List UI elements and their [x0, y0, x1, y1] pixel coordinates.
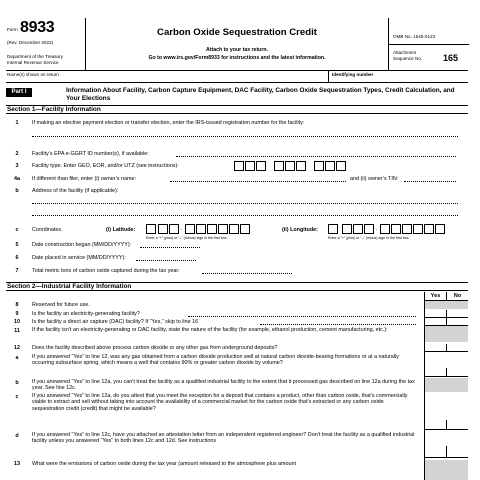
longitude-digit-box[interactable]: [353, 224, 363, 234]
line-2-text: Facility’s EPA e-GGRT ID number(s), if available:: [32, 151, 149, 157]
form-id-block: [6, 18, 86, 71]
facility-type-box[interactable]: [256, 161, 266, 171]
yes-header: Yes: [424, 292, 446, 300]
omb-number: OMB No. 1545-0123: [393, 34, 436, 39]
no-header: No: [446, 292, 468, 300]
address-input-2[interactable]: [32, 215, 458, 216]
latitude-decimal-box[interactable]: [207, 224, 217, 234]
shaded-cell: [424, 378, 468, 392]
line-12a-yes-box[interactable]: [424, 368, 446, 377]
facility-type-box[interactable]: [314, 161, 324, 171]
attachment-sequence-label: [393, 50, 422, 62]
line-number: c: [15, 394, 19, 400]
line-number: b: [15, 188, 19, 194]
line-12-no-box[interactable]: [446, 344, 468, 352]
section-2-header: Section 2—Industrial Facility Information: [6, 282, 468, 291]
line-number: c: [15, 227, 19, 233]
revision-date: (Rev. December 2023): [7, 40, 54, 45]
line-12c-yes-box[interactable]: [424, 420, 446, 430]
longitude-decimal-box[interactable]: [402, 224, 412, 234]
section-1-header: Section 1—Facility Information: [6, 105, 468, 114]
longitude-decimal-box[interactable]: [424, 224, 434, 234]
longitude-sign-box[interactable]: [328, 224, 338, 234]
latitude-decimal-box[interactable]: [196, 224, 206, 234]
line-number: 7: [15, 268, 19, 274]
line-6-text: Date placed in service (MM/DD/YYYY):: [32, 255, 126, 261]
line-5-text: Date construction began (MM/DD/YYYY):: [32, 242, 132, 248]
form-header: [6, 18, 468, 71]
form-title: Carbon Oxide Sequestration Credit: [157, 27, 317, 38]
line-number: 2: [15, 151, 19, 157]
facility-type-box[interactable]: [325, 161, 335, 171]
form-page: Form 8933 (Rev. December 2023) Department of the Treasury Internal Revenue Service Carbon Oxide Sequestration Credit Attach to your tax return. Go to www.irs.gov/Form8933 for instructions and the latest information. OMB No. 1545-0123 Attachment Sequence No. 165 Name(s) shown on return Identifying number Part I Information About Facility, Carbon Capture Equipment, DAC Facility, Carbon Oxide Sequestration Types, Credit Calculation, and Your Elections Section 1—Facility Information 1 If making an elective payment election or transfer election, enter the IRS-issued registration number for the facility: 2 Facility’s EPA e-GGRT ID number(s), if available: 3 Facility type. Enter GEO, EOR, and/or UTZ (see instructions): 4a If different than filer, enter (i) owner’s name: and (ii) owner’s TIN: b Address of the facility (if applicable): c Coordinates. (i) Latitude: . Enter a “+” (plus) or “–” (minus) sign in the first box. (ii) Longitude: . Enter a “+” (plus) or “–” (minus) sign in the first box. 5 Date construction began (MM/DD/YYYY): 6 Date placed in service (MM/DD/YYYY): 7 Total metric tons of carbon oxide captured during the tax year: Section 2—Industrial Facility Information Yes No 8 Reserved for future use. 9 Is the facility an electricity-generating facility? 10 Is the facility a direct air capture (DAC) facility? If “Yes,” skip to line 16 11 If the facility isn’t an electricity-generating or DAC facility, state the nature of the facility (for example, ethanol production, cement manufacturing, etc.): 12 Does the facility described above process carbon dioxide or any other gas from underground deposits? a If you answered “Yes” to line 12, was any gas obtained from a carbon dioxide production well at natural carbon dioxide-bearing formations or at a naturally occurring subsurface spring, which means a well that contains 90% or greater carbon dioxide by volume? b If you answered “Yes” to line 12a, you can’t treat the facility as a qualified industrial facility to the extent that it processed gas described on line 12a during the tax year. See line 12c. c If you answered “Yes” to line 12a, do you attest that you meet the exception for a deposit that contains a product, other than carbon oxide, that’s commercially viable to extract and sell without taking into account the availability of a commercial market for the carbon oxide that’s extracted or any carbon oxide sequestration credit (credit) that might be available? d If you answered “Yes” to line 12c, have you attached an attestation letter from an independent registered engineer? Don’t treat the facility as a qualified industrial facility unless you answered “Yes” to both lines 12c and 12d. See instructions 13 What were the emissions of carbon oxide during the tax year (amount released to the atmosphere plus amount: [6, 18, 468, 480]
leader-dots: [188, 316, 416, 317]
latitude-decimal-box[interactable]: [218, 224, 228, 234]
facility-type-box[interactable]: [245, 161, 255, 171]
instructions-link[interactable]: Go to www.irs.gov/Form8933 for instructions and the latest information.: [148, 55, 326, 61]
identifying-number-field[interactable]: [328, 71, 468, 83]
longitude-decimal-box[interactable]: [391, 224, 401, 234]
agency: Internal Revenue Service: [7, 59, 59, 65]
facility-type-box[interactable]: [234, 161, 244, 171]
line-11-text: If the facility isn’t an electricity-generating or DAC facility, state the nature of the facility (for example, ethanol production, cement manufacturing, etc.):: [32, 327, 388, 333]
construction-date-input[interactable]: [140, 247, 200, 248]
longitude-label: (ii) Longitude:: [282, 227, 318, 233]
longitude-decimal-box[interactable]: [413, 224, 423, 234]
latitude-decimal-box[interactable]: [185, 224, 195, 234]
longitude-hint: Enter a “+” (plus) or “–” (minus) sign in the first box.: [328, 236, 410, 240]
owner-tin-input[interactable]: [404, 181, 456, 182]
line-10-text: Is the facility a direct air capture (DAC) facility? If “Yes,” skip to line 16: [32, 319, 199, 325]
address-input-1[interactable]: [32, 203, 458, 204]
sequence-number: 165: [443, 53, 459, 63]
line-12-text: Does the facility described above process carbon dioxide or any other gas from underground deposits?: [32, 345, 278, 351]
part-1-title: Information About Facility, Carbon Capture Equipment, DAC Facility, Carbon Oxide Sequestration Types, Credit Calculation, and Your Elections: [66, 87, 455, 102]
omb-block: [388, 18, 468, 71]
line-number: a: [15, 355, 19, 361]
line-12b-text: If you answered “Yes” to line 12a, you can’t treat the facility as a qualified industrial facility to the extent that it processed gas described on line 12a during the tax year. See line 12c.: [32, 379, 415, 392]
leader-dots: [260, 324, 416, 325]
latitude-sign-box[interactable]: [146, 224, 156, 234]
line-9-yes-box[interactable]: [424, 310, 446, 318]
line-12a-text: If you answered “Yes” to line 12, was any gas obtained from a carbon dioxide production well at natural carbon dioxide-bearing formations or at a naturally occurring subsurface spring, which means a well that contains 90% or greater carbon dioxide by volume?: [32, 354, 399, 367]
line-1-input[interactable]: [32, 136, 458, 137]
latitude-hint: Enter a “+” (plus) or “–” (minus) sign in the first box.: [146, 236, 228, 240]
attachment-label: Attachment: [393, 50, 417, 55]
line-12c-no-box[interactable]: [446, 420, 468, 430]
facility-type-box[interactable]: [285, 161, 295, 171]
part-1-badge: Part I: [6, 88, 32, 97]
latitude-label: (i) Latitude:: [106, 227, 136, 233]
shaded-cell: [424, 301, 468, 309]
coordinates-label: Coordinates.: [32, 227, 63, 233]
shaded-cell: [424, 326, 468, 342]
identifying-number-label: Identifying number: [332, 72, 374, 77]
line-10-no-box[interactable]: [446, 318, 468, 326]
line-9-no-box[interactable]: [446, 310, 468, 318]
longitude-decimal-box[interactable]: [435, 224, 445, 234]
line-4b-text: Address of the facility (if applicable):: [32, 188, 119, 194]
line-1-text: If making an elective payment election or transfer election, enter the IRS-issued registration number for the facility:: [32, 120, 305, 126]
line-number: 11: [14, 328, 20, 334]
line-number: 1: [15, 120, 19, 126]
line-12a-no-box[interactable]: [446, 368, 468, 377]
line-7-text: Total metric tons of carbon oxide captured during the tax year:: [32, 268, 180, 274]
title-block: [86, 18, 388, 71]
longitude-digit-box[interactable]: [364, 224, 374, 234]
line-number: d: [15, 433, 19, 439]
line-9-text: Is the facility an electricity-generating facility?: [32, 311, 140, 317]
line-number: 9: [15, 311, 19, 317]
facility-type-box[interactable]: [336, 161, 346, 171]
facility-type-box[interactable]: [296, 161, 306, 171]
department-block: [7, 54, 87, 66]
shaded-cell: [424, 460, 468, 480]
line-12c-text: If you answered “Yes” to line 12a, do you attest that you meet the exception for a deposit that contains a product, other than carbon oxide, that’s commercially viable to extract and sell without taking into account the availability of a commercial market for the carbon oxide that’s extracted or any carbon oxide sequestration credit (credit) that might be available?: [32, 393, 408, 412]
line-number: 5: [15, 242, 19, 248]
line-number: 12: [14, 345, 20, 351]
line-3-text: Facility type. Enter GEO, EOR, and/or UTZ (see instructions):: [32, 163, 179, 169]
facility-type-box[interactable]: [274, 161, 284, 171]
line-number: 13: [14, 461, 20, 467]
longitude-digit-box[interactable]: [342, 224, 352, 234]
latitude-digit-box[interactable]: [169, 224, 179, 234]
form-word: Form: [7, 27, 18, 32]
line-number: 4a: [14, 176, 20, 182]
line-13-text: What were the emissions of carbon oxide during the tax year (amount released to the atmosphere plus amount: [32, 461, 296, 467]
omb-divider: [389, 44, 469, 45]
line-number: 6: [15, 255, 19, 261]
attach-note: Attach to your tax return.: [206, 47, 268, 53]
name-label: Name(s) shown on return: [7, 72, 59, 77]
line-12-yes-box[interactable]: [424, 344, 446, 352]
line-2-input[interactable]: [176, 156, 456, 157]
metric-tons-input[interactable]: [202, 273, 292, 274]
latitude-decimal-box[interactable]: [240, 224, 250, 234]
latitude-digit-box[interactable]: [158, 224, 168, 234]
part-1-header: [6, 88, 468, 105]
line-4a-text: If different than filer, enter (i) owner’s name:: [32, 176, 136, 182]
department: Department of the Treasury: [7, 54, 63, 59]
line-number: 8: [15, 302, 19, 308]
latitude-decimal-box[interactable]: [229, 224, 239, 234]
line-number: b: [15, 380, 19, 386]
yes-no-header: [424, 292, 468, 300]
line-number: 10: [14, 319, 20, 325]
longitude-decimal-box[interactable]: [380, 224, 390, 234]
line-8-text: Reserved for future use.: [32, 302, 90, 308]
line-number: 3: [15, 163, 19, 169]
form-number: 8933: [20, 19, 55, 36]
owner-tin-label: and (ii) owner’s TIN:: [350, 176, 399, 182]
name-row: [6, 71, 468, 83]
line-10-yes-box[interactable]: [424, 318, 446, 326]
sequence-label: Sequence No.: [393, 55, 423, 61]
line-12d-no-box[interactable]: [446, 446, 468, 458]
placed-in-service-input[interactable]: [136, 260, 196, 261]
line-12d-text: If you answered “Yes” to line 12c, have you attached an attestation letter from an independent registered engineer? Don’t treat the facility as a qualified industrial facility unless you answered “Yes” to both lines 12c and 12d. See instructions: [32, 432, 415, 445]
line-12d-yes-box[interactable]: [424, 446, 446, 458]
owner-name-input[interactable]: [170, 181, 346, 182]
